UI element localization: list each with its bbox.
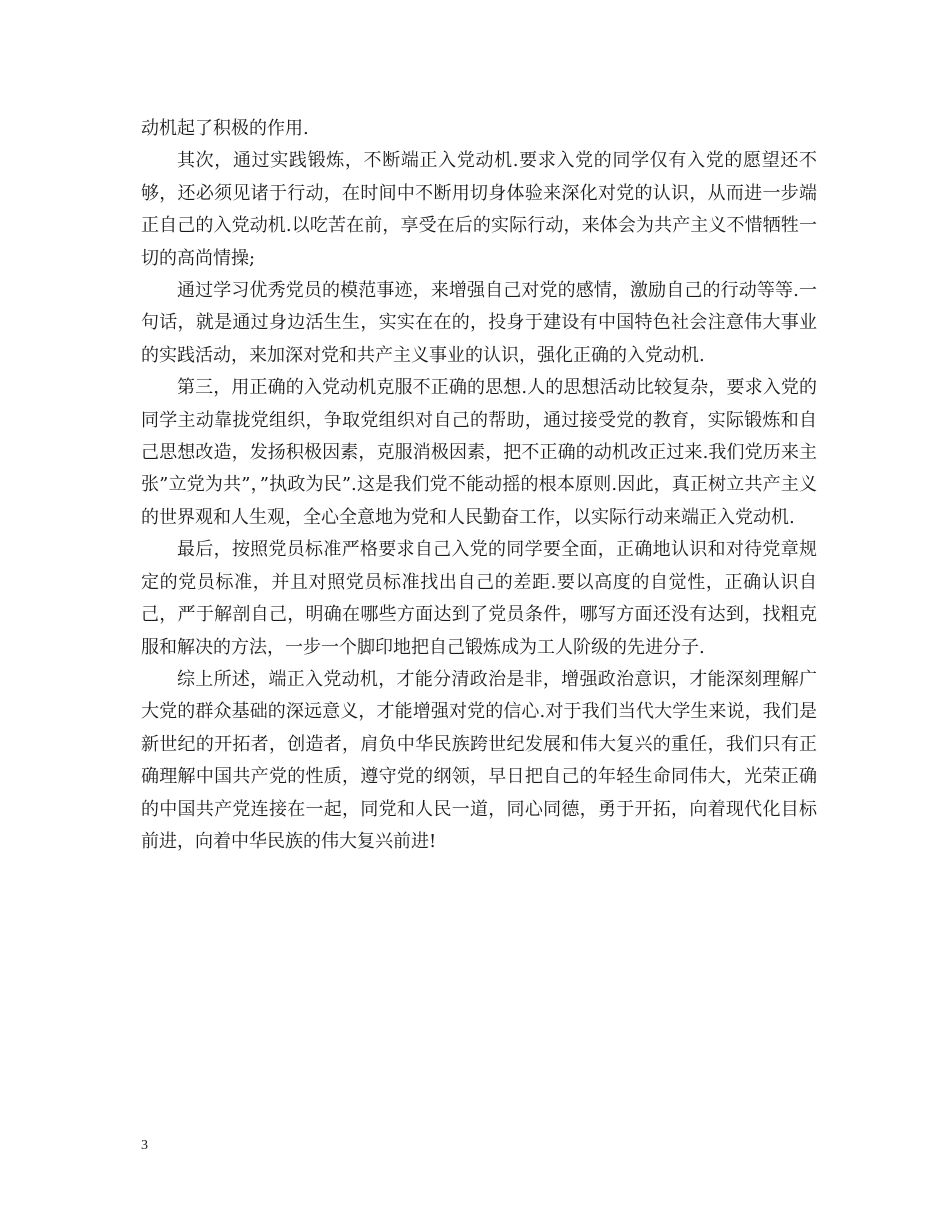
paragraph-summary: 综上所述，端正入党动机，才能分清政治是非，增强政治意识，才能深刻理解广大党的群众基础的深远意义，才能增强对党的信心.对于我们当代大学生来说，我们是新世纪的开拓者，创造者，肩负中华民族跨世纪发展和伟大复兴的重任，我们只有正确理解中国共产党的性质，遵守党的纲领，早日把自己的年轻生命同伟大，光荣正确的中国共产党连接在一起，同党和人民一道，同心同德，勇于开拓，向着现代化目标前进，向着中华民族的伟大复兴前进! <box>141 668 817 852</box>
paragraph-finally: 最后，按照党员标准严格要求自己入党的同学要全面，正确地认识和对待党章规定的党员标准，并且对照党员标准找出自己的差距.要以高度的自觉性，正确认识自己，严于解剖自己，明确在哪些方面达到了党员条件，哪写方面还没有达到，找粗克服和解决的方法，一步一个脚印地把自己锻炼成为工人阶级的先进分子. <box>141 539 817 658</box>
paragraph-model-members: 通过学习优秀党员的模范事迹，来增强自己对党的感情，激励自己的行动等等.一句话，就是通过身边活生生，实实在在的，投身于建设有中国特色社会注意伟大事业的实践活动，来加深对党和共产主义事业的认识，强化正确的入党动机. <box>141 280 817 366</box>
paragraph-third: 第三，用正确的入党动机克服不正确的思想.人的思想活动比较复杂，要求入党的同学主动靠拢党组织，争取党组织对自己的帮助，通过接受党的教育，实际锻炼和自己思想改造，发扬积极因素，克服消极因素，把不正确的动机改正过来.我们党历来主张”立党为共”，”执政为民”.这是我们党不能动摇的根本原则.因此，真正树立共产主义的世界观和人生观，全心全意地为党和人民勤奋工作，以实际行动来端正入党动机. <box>141 377 817 528</box>
paragraph-continuation: 动机起了积极的作用. <box>141 118 309 139</box>
paragraph-practice: 其次，通过实践锻炼，不断端正入党动机.要求入党的同学仅有入党的愿望还不够，还必须见诸于行动，在时间中不断用切身体验来深化对党的认识，从而进一步端正自己的入党动机.以吃苦在前，享受在后的实际行动，来体会为共产主义不惜牺牲一切的高尚情操; <box>141 150 817 269</box>
page-number: 3 <box>141 1138 148 1153</box>
document-body <box>141 113 817 858</box>
